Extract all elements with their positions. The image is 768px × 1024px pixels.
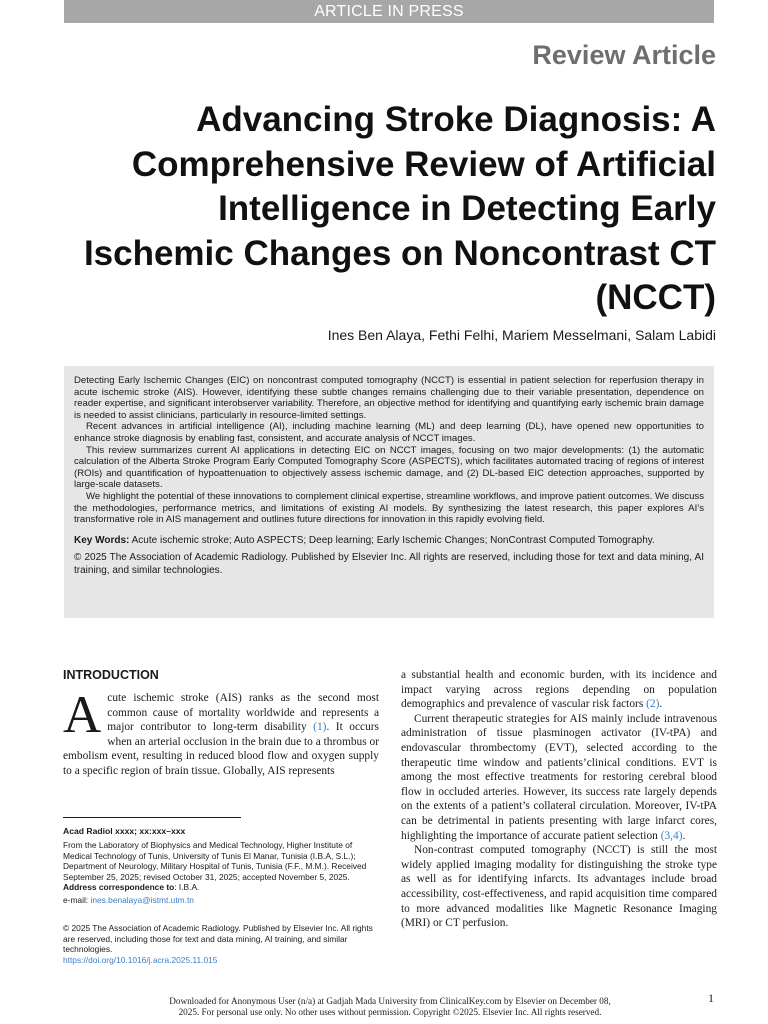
intro-paragraph: Non-contrast computed tomography (NCCT) is still the most widely applied imaging modality for distinguishing the stroke type as well as for identifying infarcts. Its advantages include broad accessibility, cost-effectiveness, and rapid acquisition time compared to more advanced modalities like Magnetic Resonance Imaging (MRI) or CT perfusion. bbox=[401, 844, 717, 930]
correspondence-value: : I.B.A. bbox=[174, 882, 200, 893]
author-separator: , bbox=[421, 327, 429, 343]
download-notice bbox=[130, 996, 650, 1018]
email-label: e-mail: bbox=[63, 895, 91, 905]
author-name[interactable]: Mariem Messelmani bbox=[502, 327, 628, 343]
abstract-paragraph: We highlight the potential of these innovations to complement clinical expertise, streamline workflows, and improve patient outcomes. We discuss the methodologies, performance metrics, and limitations of existing AI models. By synthesizing the latest research, this paper explores AI’s transformative role in AIS management and outlines future directions for innovation in this rapidly evolving field. bbox=[74, 490, 704, 526]
citation-link[interactable]: (3,4) bbox=[660, 829, 683, 842]
intro-text: cute ischemic stroke (AIS) ranks as the second most common cause of mortality worldwide and represents a major contributor to long-term disability bbox=[107, 692, 379, 734]
email-link[interactable]: ines.benalaya@istmt.utm.tn bbox=[90, 895, 194, 905]
abstract-paragraph: Recent advances in artificial intelligence (AI), including machine learning (ML) and deep learning (DL), have opened new opportunities to enhance stroke diagnosis by enabling fast, consistent, and accurate analysis of NCCT images. bbox=[74, 421, 704, 444]
affiliation-note bbox=[63, 840, 379, 893]
page-number: 1 bbox=[708, 991, 714, 1005]
citation-link[interactable]: (1) bbox=[313, 721, 327, 734]
abstract-box bbox=[64, 366, 714, 618]
abstract-copyright: © 2025 The Association of Academic Radiology. Published by Elsevier Inc. All rights are reserved, including those for text and data mining, AI training, and similar technologies. bbox=[74, 552, 704, 576]
intro-paragraph bbox=[63, 686, 379, 779]
intro-paragraph bbox=[401, 712, 717, 843]
copyright-text: © 2025 The Association of Academic Radiology. Published by Elsevier Inc. All rights are reserved, including those for text and data mining, AI training, and similar technologies. bbox=[63, 923, 373, 955]
footnote-copyright bbox=[63, 923, 379, 965]
email-line bbox=[63, 895, 379, 906]
correspondence-label: Address correspondence to bbox=[63, 882, 175, 893]
author-separator: , bbox=[494, 327, 503, 343]
doi-link[interactable]: https://doi.org/10.1016/j.acra.2025.11.015 bbox=[63, 954, 218, 965]
intro-text: . bbox=[659, 698, 663, 711]
intro-left-column bbox=[63, 668, 379, 779]
author-separator: , bbox=[627, 327, 636, 343]
drop-cap: A bbox=[63, 686, 102, 744]
affiliation-text: From the Laboratory of Biophysics and Medical Technology, Higher Institute of Medical Technology of Tunis, University of Tunis El Manar, Tunisia (I.B.A, S.L.); Department of Neurology, Military Hospital of Tunis, Tunisia (F.F., M.M.). Received September 25, 2025; revised October 31, 2025; accepted November 5, 2025. bbox=[63, 840, 367, 882]
citation-link[interactable]: (2) bbox=[646, 698, 660, 711]
download-notice-line: 2025. For personal use only. No other uses without permission. Copyright ©2025. Elsevier Inc. All rights reserved. bbox=[178, 1007, 602, 1017]
footnote-divider bbox=[63, 817, 241, 818]
journal-citation: Acad Radiol xxxx; xx:xxx–xxx bbox=[63, 826, 186, 836]
section-heading: INTRODUCTION bbox=[63, 668, 159, 682]
article-in-press-banner: ARTICLE IN PRESS bbox=[64, 0, 714, 23]
keywords bbox=[74, 535, 704, 547]
intro-text: a substantial health and economic burden, with its incidence and impact varying across regions depending on population demographics and prevalence of vascular risk factors bbox=[401, 669, 717, 711]
author-name[interactable]: Salam Labidi bbox=[635, 327, 716, 343]
author-name[interactable]: Fethi Felhi bbox=[428, 327, 495, 343]
keywords-text: Acute ischemic stroke; Auto ASPECTS; Deep learning; Early Ischemic Changes; NonContrast Computed Tomography. bbox=[131, 534, 655, 546]
author-list bbox=[328, 327, 716, 343]
abstract-paragraph: Detecting Early Ischemic Changes (EIC) on noncontrast computed tomography (NCCT) is essential in patient selection for reperfusion therapy in acute ischemic stroke (AIS). However, identifying these subtle changes remains challenging due to their variable presentation, dependence on reader expertise, and significant interobserver variability. Therefore, an objective method for identifying and quantifying early ischemic brain damage is needed to assist clinicians, particularly in resource-limited settings. bbox=[74, 375, 704, 421]
intro-paragraph bbox=[401, 668, 717, 712]
article-type-label: Review Article bbox=[532, 40, 716, 70]
download-notice-line: Downloaded for Anonymous User (n/a) at Gadjah Mada University from ClinicalKey.com by Elsevier on December 08, bbox=[169, 996, 611, 1006]
intro-text: Current therapeutic strategies for AIS mainly include intravenous administration of tissue plasminogen activator (IV-tPA) and endovascular thrombectomy (EVT), selected according to the therapeutic time window and patients’clinical conditions. EVT is among the most effective treatments for restoring cerebral blood flow in occluded arteries. However, its success rate largely depends on the extents of a patient’s collateral circulation. Moreover, IV-tPA can be detrimental in patients presenting with large infarct cores, highlighting the importance of accurate patient selection bbox=[401, 712, 717, 842]
intro-right-column bbox=[401, 668, 717, 931]
article-title: Advancing Stroke Diagnosis: A Comprehensive Review of Artificial Intelligence in Detecting Early Ischemic Changes on Noncontrast CT (NCCT) bbox=[83, 100, 716, 317]
author-name[interactable]: Ines Ben Alaya bbox=[327, 327, 422, 343]
intro-text: . It occurs when an arterial occlusion in the brain due to a thrombus or embolism event, resulting in reduced blood flow and oxygen supply to a specific region of brain tissue. Globally, AIS represents bbox=[63, 721, 379, 777]
keywords-label: Key Words: bbox=[74, 534, 130, 546]
abstract-paragraph: This review summarizes current AI applications in detecting EIC on NCCT images, focusing on two major developments: (1) the automatic calculation of the Alberta Stroke Program Early Computed Tomography Score (ASPECTS), which facilitates automated tracing of regions of interest (ROIs) and quantification of hypoattenuation to objectively assess ischemic damage, and (2) DL-based EIC detection approaches, supported by large-scale datasets. bbox=[74, 444, 704, 491]
intro-text: . bbox=[682, 829, 686, 842]
